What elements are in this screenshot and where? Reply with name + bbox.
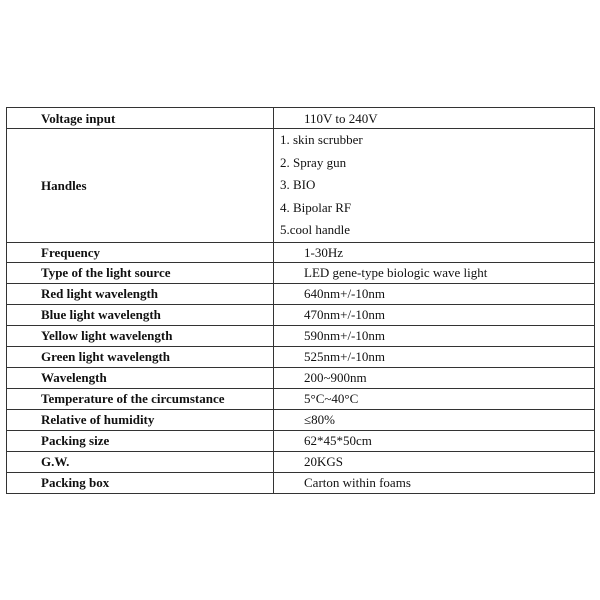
row-label: G.W. xyxy=(7,451,274,472)
row-label: Voltage input xyxy=(7,108,274,129)
row-value: 62*45*50cm xyxy=(274,430,595,451)
row-label: Temperature of the circumstance xyxy=(7,388,274,409)
row-value: 525nm+/-10nm xyxy=(274,346,595,367)
table-row-yellow-light xyxy=(7,325,595,346)
table-row-blue-light xyxy=(7,304,595,325)
handle-item: 3. BIO xyxy=(280,177,316,193)
row-label: Red light wavelength xyxy=(7,283,274,304)
row-value: 20KGS xyxy=(274,451,595,472)
table-row-frequency xyxy=(7,242,595,262)
table-row-packing-size xyxy=(7,430,595,451)
table-row-gross-weight xyxy=(7,451,595,472)
table-row-voltage xyxy=(7,108,595,129)
table-row-red-light xyxy=(7,283,595,304)
handle-item: 2. Spray gun xyxy=(280,154,347,170)
table-row-wavelength xyxy=(7,367,595,388)
row-label: Type of the light source xyxy=(7,262,274,283)
table-row-handles xyxy=(7,129,595,243)
row-label: Handles xyxy=(7,129,274,243)
row-value: 640nm+/-10nm xyxy=(274,283,595,304)
handle-item: 4. Bipolar RF xyxy=(280,199,352,215)
row-label: Relative of humidity xyxy=(7,409,274,430)
row-value: LED gene-type biologic wave light xyxy=(274,262,595,283)
row-value: 470nm+/-10nm xyxy=(274,304,595,325)
table-row-humidity xyxy=(7,409,595,430)
row-label: Green light wavelength xyxy=(7,346,274,367)
handle-item: 5.cool handle xyxy=(280,222,351,238)
handles-list xyxy=(274,129,595,243)
table-row-temperature xyxy=(7,388,595,409)
row-label: Packing box xyxy=(7,472,274,493)
row-value: 5°C~40°C xyxy=(274,388,595,409)
row-label: Yellow light wavelength xyxy=(7,325,274,346)
row-label: Packing size xyxy=(7,430,274,451)
row-value: 1-30Hz xyxy=(274,242,595,262)
row-value: Carton within foams xyxy=(274,472,595,493)
table-row-green-light xyxy=(7,346,595,367)
row-value: 590nm+/-10nm xyxy=(274,325,595,346)
table-row-light-source xyxy=(7,262,595,283)
row-value: 110V to 240V xyxy=(274,108,595,129)
table-row-packing-box xyxy=(7,472,595,493)
row-value: 200~900nm xyxy=(274,367,595,388)
row-label: Wavelength xyxy=(7,367,274,388)
row-label: Blue light wavelength xyxy=(7,304,274,325)
row-value: ≤80% xyxy=(274,409,595,430)
spec-table xyxy=(6,107,595,494)
row-label: Frequency xyxy=(7,242,274,262)
handle-item: 1. skin scrubber xyxy=(280,132,363,147)
